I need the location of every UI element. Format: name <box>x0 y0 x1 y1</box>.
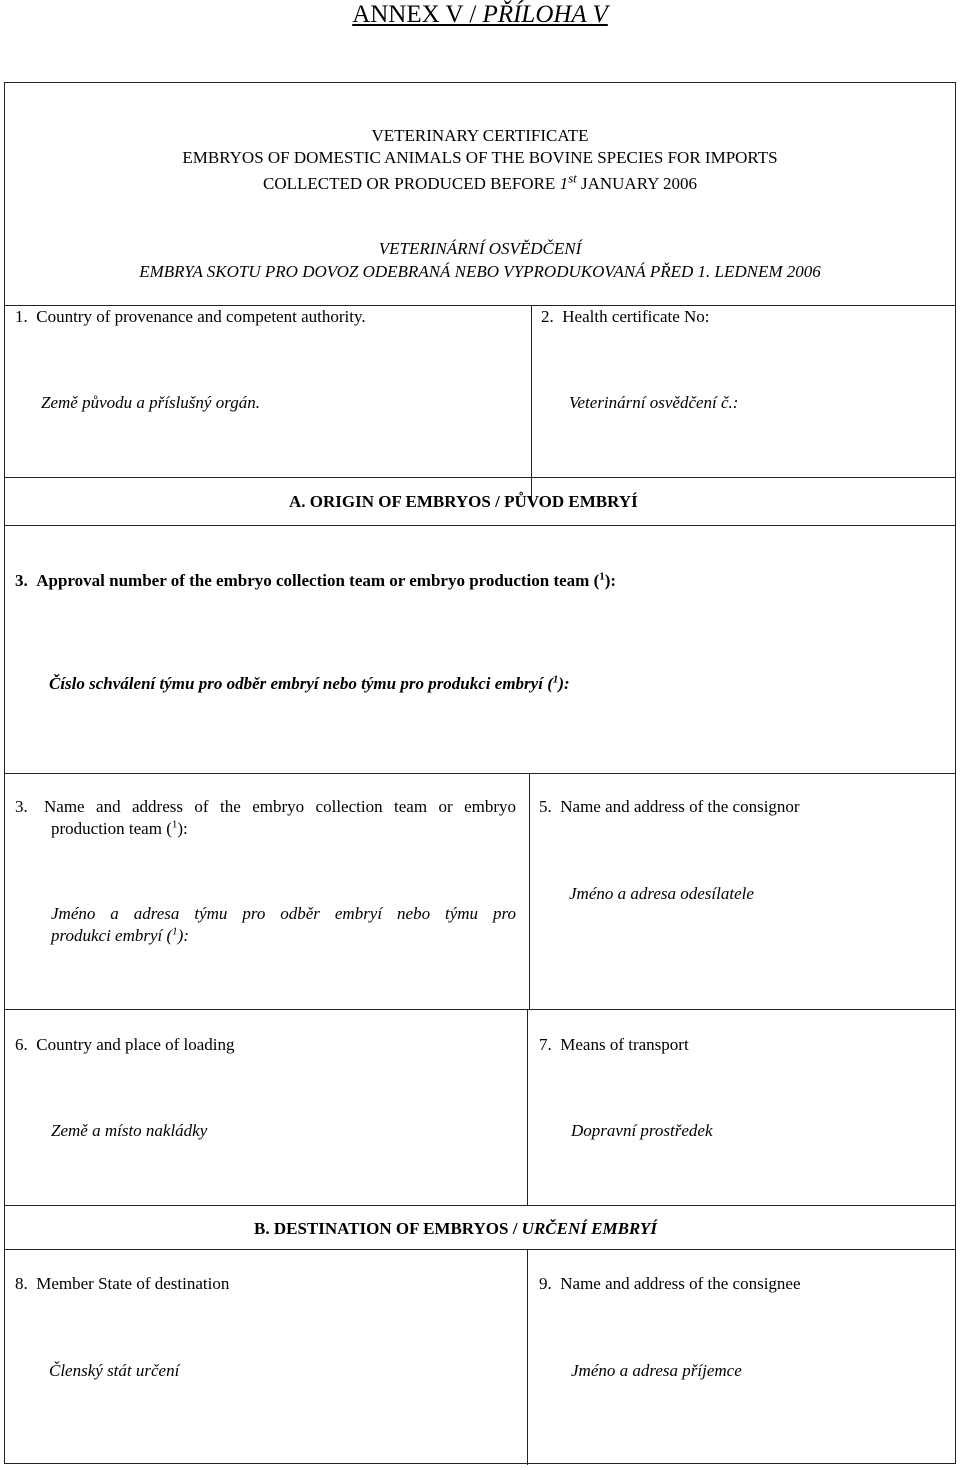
box-9-label-cz: Jméno a adresa příjemce <box>571 1361 742 1380</box>
section-b-title <box>254 1218 657 1240</box>
certificate-form <box>4 82 956 1464</box>
footnote-marker: 1 <box>552 673 559 686</box>
header-line-3-end: JANUARY 2006 <box>576 174 698 193</box>
box-9-label <box>539 1273 801 1295</box>
box-8-label <box>15 1273 229 1295</box>
box-1-text: Country of provenance and competent authority. <box>36 307 366 326</box>
divider <box>5 1249 955 1250</box>
box-2-text: Health certificate No: <box>562 307 710 326</box>
box-7-label <box>539 1034 689 1056</box>
footnote-marker: 1 <box>172 925 178 938</box>
box-3-approval-text: Approval number of the embryo collection team or embryo production team ( <box>36 571 600 590</box>
box-5-number: 5. <box>539 797 552 816</box>
box-1-number: 1. <box>15 307 28 326</box>
box-5-label-cz: Jméno a adresa odesílatele <box>569 884 754 903</box>
box-3-approval-label <box>15 570 616 592</box>
box-8-text: Member State of destination <box>36 1274 230 1293</box>
divider <box>5 1009 955 1010</box>
box-5-text: Name and address of the consignor <box>560 797 800 816</box>
column-divider <box>527 1009 528 1205</box>
divider <box>5 1205 955 1206</box>
section-a-title: A. ORIGIN OF EMBRYOS / PŮVOD EMBRYÍ <box>289 492 638 511</box>
section-b-title-cz: URČENÍ EMBRYÍ <box>521 1219 657 1238</box>
box-8-number: 8. <box>15 1274 28 1293</box>
column-divider <box>531 305 532 501</box>
box-3-approval-text-cz-end: ): <box>558 674 570 693</box>
box-3-name-text-end: ): <box>177 819 188 838</box>
box-3-approval-text-cz: Číslo schválení týmu pro odběr embryí nebo týmu pro produkci embryí ( <box>49 674 553 693</box>
box-6-label <box>15 1034 235 1056</box>
box-8-label-cz: Členský stát určení <box>49 1361 180 1380</box>
box-2-number: 2. <box>541 307 554 326</box>
box-3-name-line-2 <box>51 818 188 840</box>
box-7-label-cz: Dopravní prostředek <box>571 1121 713 1140</box>
annex-title <box>0 0 960 30</box>
header-cz-line-2: EMBRYA SKOTU PRO DOVOZ ODEBRANÁ NEBO VYPRODUKOVANÁ PŘED 1. LEDNEM 2006 <box>139 262 821 281</box>
box-1-label <box>15 306 366 328</box>
box-3-name-text-cz-end: ): <box>177 926 189 945</box>
box-6-number: 6. <box>15 1035 28 1054</box>
header-line-3-num: 1 <box>559 174 569 193</box>
divider <box>5 477 955 478</box>
box-6-text: Country and place of loading <box>36 1035 235 1054</box>
box-3-name-line-1: Name and address of the embryo collection team or embryo <box>44 797 516 816</box>
box-2-label-cz: Veterinární osvědčení č.: <box>569 393 739 412</box>
box-1-label-cz: Země původu a příslušný orgán. <box>41 393 260 412</box>
box-3-name-cz-line-1: Jméno a adresa týmu pro odběr embryí nebo týmu pro <box>51 904 516 923</box>
box-7-text: Means of transport <box>560 1035 689 1054</box>
box-3-number: 3. <box>15 797 28 816</box>
divider <box>5 525 955 526</box>
section-b-title-en: B. DESTINATION OF EMBRYOS / <box>254 1219 522 1238</box>
column-divider <box>527 1249 528 1465</box>
header-line-2: EMBRYOS OF DOMESTIC ANIMALS OF THE BOVINE SPECIES FOR IMPORTS <box>182 148 778 167</box>
box-2-label <box>541 306 710 328</box>
box-9-text: Name and address of the consignee <box>560 1274 801 1293</box>
box-3-approval-label-cz <box>49 673 570 695</box>
header-line-3-start: COLLECTED OR PRODUCED BEFORE <box>262 174 560 193</box>
divider <box>5 773 955 774</box>
box-6-label-cz: Země a místo nakládky <box>51 1121 208 1140</box>
header-line-3-sup: st <box>568 170 577 186</box>
box-7-number: 7. <box>539 1035 552 1054</box>
header-line-1: VETERINARY CERTIFICATE <box>371 126 589 145</box>
box-3-name-text: production team ( <box>51 819 172 838</box>
box-3-name-text-cz: produkci embryí ( <box>51 926 173 945</box>
annex-title-cz: PŘÍLOHA V <box>482 1 608 28</box>
header-cz-line-1: VETERINÁRNÍ OSVĚDČENÍ <box>378 239 582 258</box>
box-5-label <box>539 796 800 818</box>
footnote-marker: 1 <box>171 818 178 831</box>
column-divider <box>529 773 530 1009</box>
box-3-approval-number: 3. <box>15 571 28 590</box>
box-3-approval-text-end: ): <box>604 571 617 590</box>
footnote-marker: 1 <box>599 570 605 583</box>
annex-title-en: ANNEX V / <box>352 1 483 28</box>
header-line-3 <box>5 170 955 195</box>
box-3-name-cz-line-2 <box>51 925 189 947</box>
box-9-number: 9. <box>539 1274 552 1293</box>
